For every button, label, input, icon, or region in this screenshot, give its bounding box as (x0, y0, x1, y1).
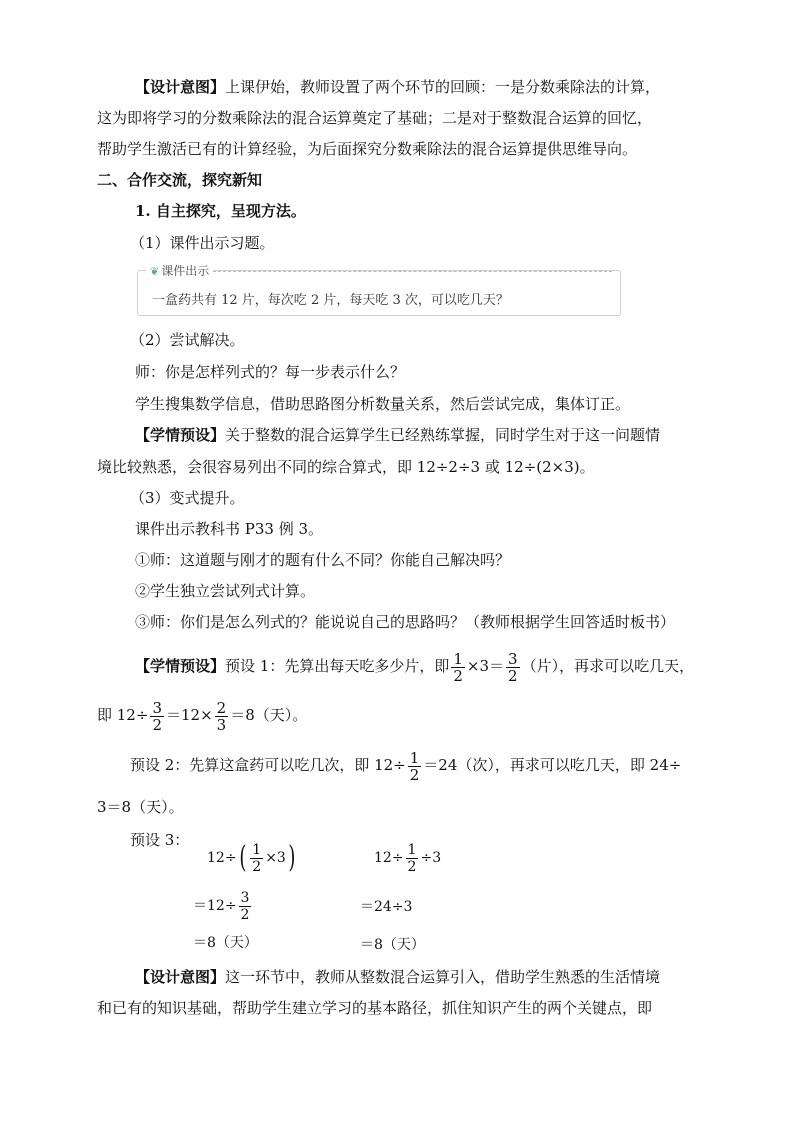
text: 即 12÷ (97, 706, 149, 724)
fraction (406, 842, 419, 875)
text: ＝12÷ (193, 898, 237, 914)
close-paren: ) (288, 840, 296, 875)
text: 预设 1：先算出每天吃多少片，即 (225, 657, 450, 675)
text: ×3 (265, 850, 286, 866)
text: 预设 2：先算这盒药可以吃几次，即 12÷ (130, 756, 406, 774)
box-dashed-rule (208, 271, 612, 272)
preset-3-right-column (360, 840, 442, 956)
fraction (215, 700, 229, 733)
design-intent-paragraph-1-line-2: 这为即将学习的分数乘除法的混合运算奠定了基础；二是对于整数混合运算的回忆， (97, 109, 653, 127)
text: ＝8（天）。 (230, 706, 308, 724)
textbook-example: 课件出示教科书 P33 例 3。 (135, 520, 324, 538)
design-intent-paragraph-1-line-1 (135, 76, 660, 98)
learning-preset-paragraph-line-1 (135, 424, 660, 446)
learning-preset-tag: 【学情预设】 (135, 426, 226, 444)
preset-1-line-2 (97, 697, 307, 733)
fraction (239, 890, 252, 923)
preset-2-line-2: 3＝8（天）。 (97, 798, 184, 816)
design-intent-paragraph-1-line-3: 帮助学生激活已有的计算经验，为后面探究分数乘除法的混合运算提供思维导向。 (97, 140, 638, 158)
teacher-question-1: 师：你是怎样列式的？每一步表示什么？ (135, 363, 406, 381)
teacher-question-3: ③师：你们是怎么列式的？能说说自己的思路吗？（教师根据学生回答适时板书） (135, 613, 676, 631)
design-intent-tag: 【设计意图】 (135, 968, 226, 986)
text: ＝24（次），再求可以吃几天，即 24÷ (423, 756, 682, 774)
text: 3 (240, 889, 250, 906)
text: 这一环节中，教师从整数混合运算引入，借助学生熟悉的生活情境 (225, 968, 661, 986)
text: 2 (453, 666, 463, 685)
text: ×3＝ (466, 657, 505, 675)
text: 2 (409, 765, 420, 784)
subsection-heading: 1. 自主探究，呈现方法。 (135, 202, 306, 220)
learning-preset-paragraph-line-2: 境比较熟悉，会很容易列出不同的综合算式，即 12÷2÷3 或 12÷(2×3)。 (97, 458, 595, 476)
text: 2 (252, 858, 262, 875)
section-heading: 二、合作交流，探究新知 (97, 171, 263, 189)
design-intent-paragraph-2-line-2: 和已有的知识基础，帮助学生建立学习的基本路径，抓住知识产生的两个关键点，即 (97, 999, 653, 1017)
text: 2 (216, 698, 227, 717)
fraction (250, 842, 263, 875)
fraction (506, 651, 520, 684)
preset-3-label: 预设 3： (130, 831, 190, 849)
design-intent-paragraph-2-line-1 (135, 966, 660, 988)
preset-3-left-column (193, 840, 298, 954)
text: 2 (508, 666, 518, 685)
preset-2-line-1 (130, 747, 681, 783)
step-2: （2）尝试解决。 (130, 331, 245, 349)
step-1: （1）课件出示习题。 (130, 234, 275, 252)
fraction (150, 700, 164, 733)
leaf-icon: ❦ (150, 265, 160, 278)
left-row-3: ＝8（天） (193, 935, 258, 951)
text: 关于整数的混合运算学生已经熟练掌握，同时学生对于这一问题情 (225, 426, 661, 444)
text: 2 (240, 906, 250, 923)
text: ＝12× (165, 706, 213, 724)
open-paren: ( (238, 840, 246, 875)
left-row-1 (207, 840, 298, 876)
text: 1 (453, 649, 463, 668)
text: 12÷ (207, 850, 237, 866)
text: 3 (216, 715, 227, 734)
right-row-2: ＝24÷3 (360, 899, 413, 915)
text: （片），再求可以吃几天， (521, 657, 695, 675)
courseware-label (146, 262, 213, 279)
student-independent-attempt: ②学生独立尝试列式计算。 (135, 582, 316, 600)
courseware-problem-text: 一盒药共有 12 片，每次吃 2 片，每天吃 3 次，可以吃几天？ (152, 293, 509, 308)
student-activity: 学生搜集数学信息，借助思路图分析数量关系，然后尝试完成，集体订正。 (135, 395, 631, 413)
text: 1 (409, 748, 420, 767)
text: 1 (407, 841, 417, 858)
fraction (451, 651, 465, 684)
text: 12÷ (374, 850, 404, 866)
left-row-2 (193, 888, 298, 924)
teacher-question-2: ①师：这道题与刚才的题有什么不同？你能自己解决吗？ (135, 551, 511, 569)
right-row-1 (374, 840, 441, 876)
text: 1 (252, 841, 262, 858)
preset-1-line-1 (135, 648, 694, 684)
text: 课件出示 (161, 264, 210, 278)
fraction (408, 750, 422, 783)
courseware-box (137, 264, 621, 316)
design-intent-tag: 【设计意图】 (135, 78, 226, 96)
text: 3 (152, 698, 162, 717)
text: 2 (152, 715, 162, 734)
right-row-3: ＝8（天） (360, 937, 425, 953)
text: 3 (508, 649, 518, 668)
text: 上课伊始，教师设置了两个环节的回顾：一是分数乘除法的计算， (225, 78, 661, 96)
learning-preset-tag: 【学情预设】 (135, 657, 226, 675)
text: 2 (407, 858, 417, 875)
step-3: （3）变式提升。 (130, 489, 245, 507)
text: ÷3 (420, 850, 442, 866)
